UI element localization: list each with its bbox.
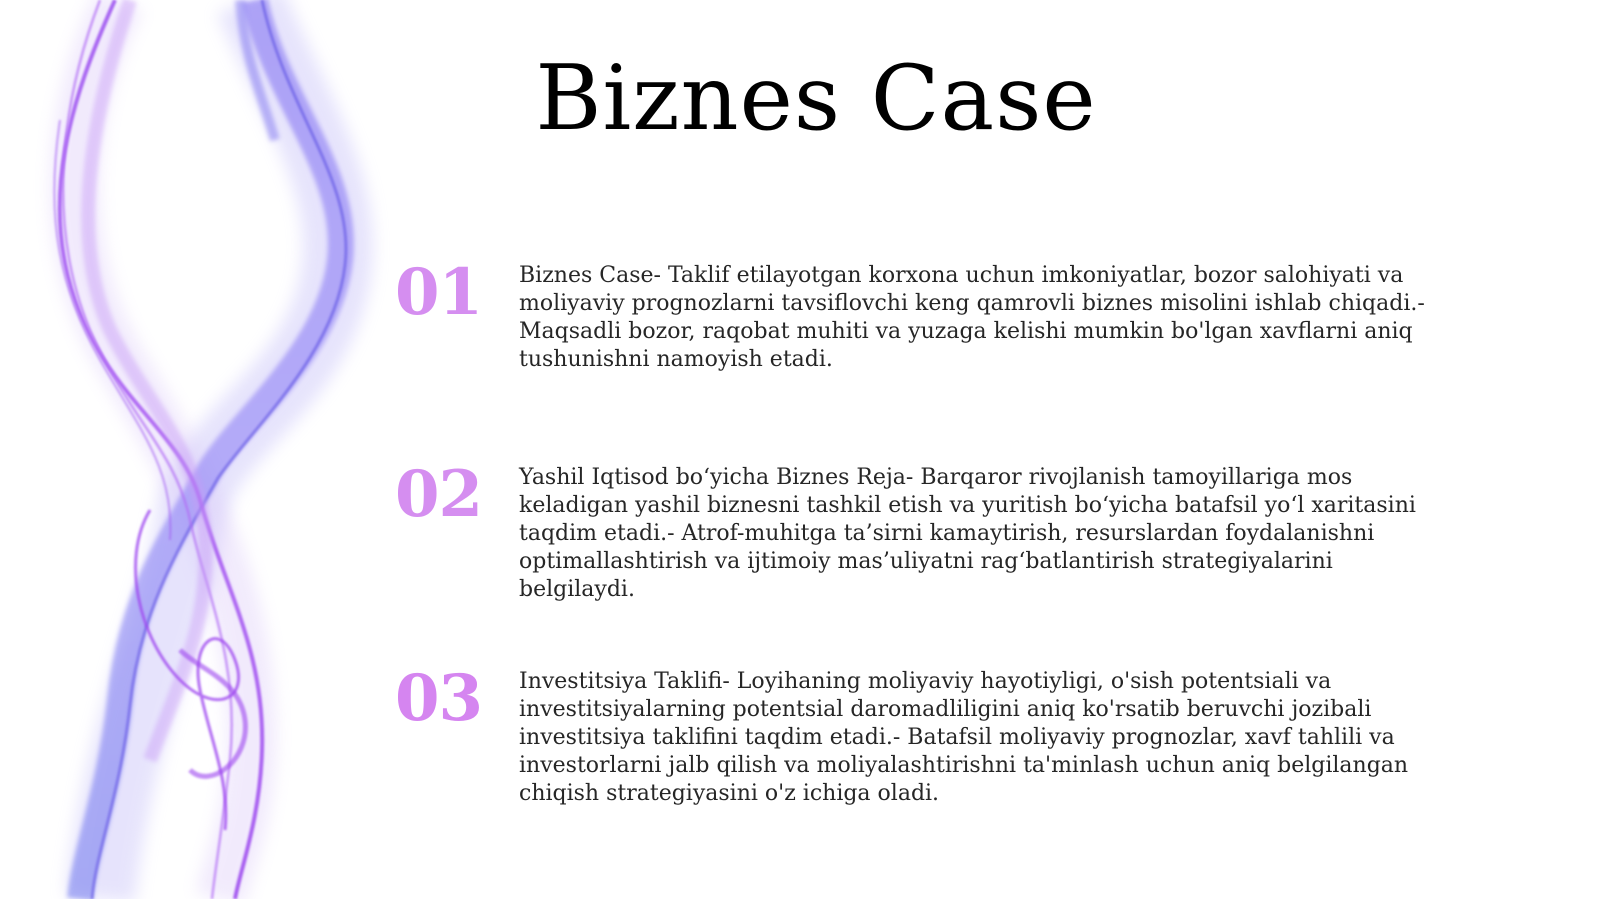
item-text: Investitsiya Taklifi- Loyihaning moliyaviy hayotiyligi, o'sish potentsiali va investitsiyalarning potentsial daromadliligini aniq ko'rsatib beruvchi jozibali investitsiya taklifini taqdim etadi.- Batafsil moliyaviy prognozlar, xavf tahlili va investorlarni jalb qilish va moliyalashtirishni ta'minlash uchun aniq belgilangan chiqish strategiyasini o'z ichiga oladi. (519, 669, 1409, 806)
item-text: Yashil Iqtisod bo‘yicha Biznes Reja- Barqaror rivojlanish tamoyillariga mos keladigan yashil biznesni tashkil etish va yuritish bo‘yicha batafsil yo‘l xaritasini taqdim etadi.- Atrof-muhitga ta’sirni kamaytirish, resurslardan foydalanishni optimallashtirish va ijtimoiy mas’uliyatni rag‘batlantirish strategiyalarini belgilaydi. (519, 465, 1416, 602)
item-number: 03 (395, 661, 483, 736)
item-number: 02 (395, 457, 483, 532)
slide-title: Biznes Case (535, 46, 1097, 151)
item-text: Biznes Case- Taklif etilayotgan korxona uchun imkoniyatlar, bozor salohiyati va moliyaviy prognozlarni tavsiflovchi keng qamrovli biznes misolini ishlab chiqadi.- Maqsadli bozor, raqobat muhiti va yuzaga kelishi mumkin bo'lgan xavflarni aniq tushunishni namoyish etadi. (519, 263, 1425, 372)
item-number: 01 (395, 255, 483, 330)
